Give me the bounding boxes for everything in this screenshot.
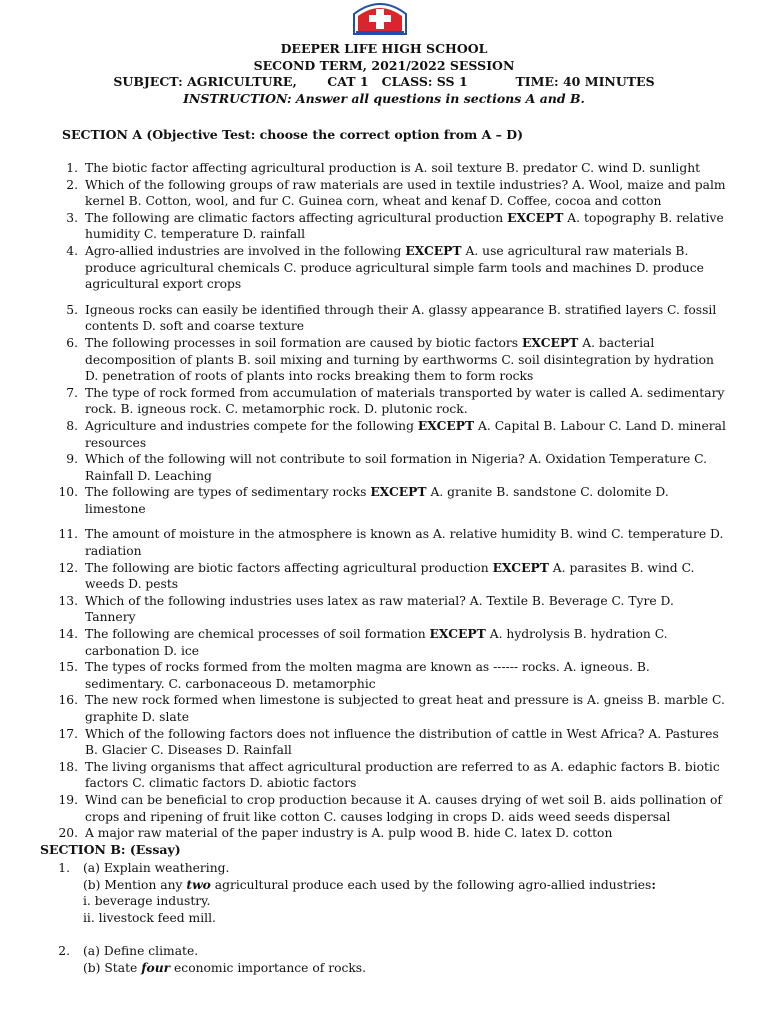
subject-line: SUBJECT: AGRICULTURE, CAT 1 CLASS: SS 1 TIME: 40 MINUTES bbox=[113, 74, 655, 89]
question-number: 16. bbox=[58, 693, 78, 708]
question-options: A. granite B. sandstone C. dolomite D. limestone bbox=[85, 485, 669, 516]
question-number: 19. bbox=[58, 792, 78, 807]
exam-header bbox=[0, 41, 768, 107]
question-text: Wind can be beneficial to crop production because it A. causes drying of wet soil B. aids pollination of crops and ripening of fruit like cotton C. causes lodging in crops D. aids weed seeds dispersal bbox=[85, 792, 722, 824]
question-number: 13. bbox=[58, 593, 78, 608]
question-options: A. hydrolysis B. hydration C. carbonation D. ice bbox=[85, 627, 668, 658]
question-text: Which of the following industries uses latex as raw material? A. Textile B. Beverage C. Tyre D. Tannery bbox=[85, 593, 674, 625]
question-text: The following are biotic factors affecting agricultural production bbox=[85, 560, 493, 575]
question-number: 6. bbox=[66, 335, 78, 350]
question-options: A. topography B. relative humidity C. temperature D. rainfall bbox=[85, 210, 724, 242]
question-item bbox=[0, 759, 768, 792]
question-text: The amount of moisture in the atmosphere is known as A. relative humidity B. wind C. temperature D. radiation bbox=[85, 527, 724, 559]
question-number: 1. bbox=[66, 161, 78, 175]
except-keyword: EXCEPT bbox=[370, 484, 427, 500]
school-name: DEEPER LIFE HIGH SCHOOL bbox=[280, 41, 488, 56]
question-item bbox=[0, 484, 768, 517]
question-item bbox=[0, 626, 768, 659]
essay-part-a: (a) Explain weathering. bbox=[83, 861, 230, 875]
question-item bbox=[0, 418, 768, 451]
question-number: 3. bbox=[66, 210, 78, 225]
question-number: 20. bbox=[58, 826, 78, 841]
section-b-title: SECTION B: (Essay) bbox=[40, 842, 181, 857]
question-item bbox=[0, 451, 768, 484]
essay-part-a: (a) Define climate. bbox=[83, 944, 199, 959]
question-options: A. Capital B. Labour C. Land D. mineral resources bbox=[85, 418, 726, 450]
except-keyword: EXCEPT bbox=[417, 417, 475, 433]
essay-question bbox=[0, 860, 768, 926]
question-number: 5. bbox=[66, 302, 78, 317]
emphasis-word: two bbox=[186, 876, 211, 892]
question-text: Agriculture and industries compete for the following bbox=[85, 418, 418, 433]
question-options: A. parasites B. wind C. weeds D. pests bbox=[85, 560, 695, 592]
question-text: The following are chemical processes of soil formation bbox=[85, 627, 430, 642]
essay-subitem: i. beverage industry. bbox=[83, 894, 211, 909]
essay-subitem: ii. livestock feed mill. bbox=[83, 910, 216, 925]
question-text: A major raw material of the paper industry is A. pulp wood B. hide C. latex D. cotton bbox=[85, 826, 613, 841]
question-text: The new rock formed when limestone is subjected to great heat and pressure is A. gneiss B. marble C. graphite D. slate bbox=[85, 693, 725, 724]
question-number: 10. bbox=[58, 485, 78, 500]
except-keyword: EXCEPT bbox=[492, 559, 549, 575]
except-keyword: EXCEPT bbox=[522, 334, 579, 350]
essay-number: 1. bbox=[58, 861, 70, 875]
question-number: 12. bbox=[58, 560, 78, 575]
except-keyword: EXCEPT bbox=[507, 209, 564, 225]
question-item bbox=[0, 726, 768, 759]
school-logo bbox=[348, 0, 412, 36]
question-number: 11. bbox=[58, 527, 78, 542]
term-line: SECOND TERM, 2021/2022 SESSION bbox=[253, 57, 515, 73]
question-item bbox=[0, 243, 768, 293]
question-item bbox=[0, 302, 768, 335]
question-text: Which of the following groups of raw materials are used in textile industries? A. Wool, maize and palm kernel B. Cotton, wool, and fur C. Guinea corn, wheat and kenaf D. Coffee, cocoa and cotton bbox=[85, 177, 726, 209]
question-number: 14. bbox=[58, 627, 78, 642]
question-text: The living organisms that affect agricultural production are referred to as A. edaphic factors B. biotic factors C. climatic factors D. abiotic factors bbox=[85, 759, 720, 791]
question-number: 15. bbox=[58, 660, 78, 675]
question-text: The type of rock formed from accumulation of materials transported by water is called A. sedimentary rock. B. igneous rock. C. metamorphic rock. D. plutonic rock. bbox=[85, 385, 725, 417]
question-options: A. use agricultural raw materials B. produce agricultural chemicals C. produce agricultural simple farm tools and machines D. produce agricultural export crops bbox=[85, 243, 704, 292]
question-number: 7. bbox=[66, 385, 78, 400]
question-item bbox=[0, 160, 768, 177]
question-options: A. bacterial decomposition of plants B. soil mixing and turning by earthworms C. soil disintegration by hydration D. penetration of roots of plants into rocks breaking them to form rocks bbox=[85, 335, 714, 384]
emphasis-word: four bbox=[141, 959, 171, 975]
question-text: Which of the following will not contribute to soil formation in Nigeria? A. Oxidation Temperature C. Rainfall D. Leaching bbox=[85, 452, 708, 483]
question-text: The following processes in soil formation are caused by biotic factors bbox=[85, 335, 523, 350]
question-text: Agro-allied industries are involved in the following bbox=[85, 243, 406, 258]
question-number: 4. bbox=[66, 243, 78, 258]
question-number: 8. bbox=[66, 418, 78, 433]
question-item bbox=[0, 177, 768, 210]
essay-question bbox=[0, 943, 768, 976]
except-keyword: EXCEPT bbox=[405, 242, 462, 258]
question-text: The following are types of sedimentary rocks bbox=[85, 485, 371, 500]
question-item bbox=[0, 335, 768, 385]
question-item bbox=[0, 560, 768, 593]
question-item bbox=[0, 526, 768, 559]
question-item bbox=[0, 659, 768, 692]
question-item bbox=[0, 385, 768, 418]
question-text: The following are climatic factors affecting agricultural production bbox=[85, 210, 508, 225]
question-number: 18. bbox=[58, 759, 78, 774]
essay-number: 2. bbox=[58, 944, 70, 959]
question-text: The biotic factor affecting agricultural production is A. soil texture B. predator C. wind D. sunlight bbox=[85, 161, 701, 175]
essay-part-b: (b) Mention any two agricultural produce each used by the following agro-allied industries: bbox=[83, 876, 656, 892]
question-text: Which of the following factors does not influence the distribution of cattle in West Africa? A. Pastures B. Glacier C. Diseases D. Rainfall bbox=[85, 726, 719, 758]
question-item bbox=[0, 210, 768, 243]
instruction-line: INSTRUCTION: Answer all questions in sections A and B. bbox=[183, 90, 585, 106]
section-a-question-list bbox=[0, 160, 768, 842]
question-number: 9. bbox=[66, 452, 78, 467]
question-text: The types of rocks formed from the molten magma are known as ------ rocks. A. igneous. B. sedimentary. C. carbonaceous D. metamorphic bbox=[85, 660, 650, 691]
section-b-essay bbox=[0, 860, 768, 977]
essay-part-b: (b) State four economic importance of rocks. bbox=[83, 959, 367, 975]
except-keyword: EXCEPT bbox=[429, 626, 486, 642]
section-a-title: SECTION A (Objective Test: choose the correct option from A – D) bbox=[62, 127, 524, 142]
question-item bbox=[0, 825, 768, 842]
question-number: 2. bbox=[66, 177, 78, 192]
question-item bbox=[0, 792, 768, 825]
question-number: 17. bbox=[58, 726, 78, 741]
question-item bbox=[0, 692, 768, 725]
question-text: Igneous rocks can easily be identified through their A. glassy appearance B. stratified layers C. fossil contents D. soft and coarse texture bbox=[85, 302, 717, 334]
question-item bbox=[0, 593, 768, 626]
